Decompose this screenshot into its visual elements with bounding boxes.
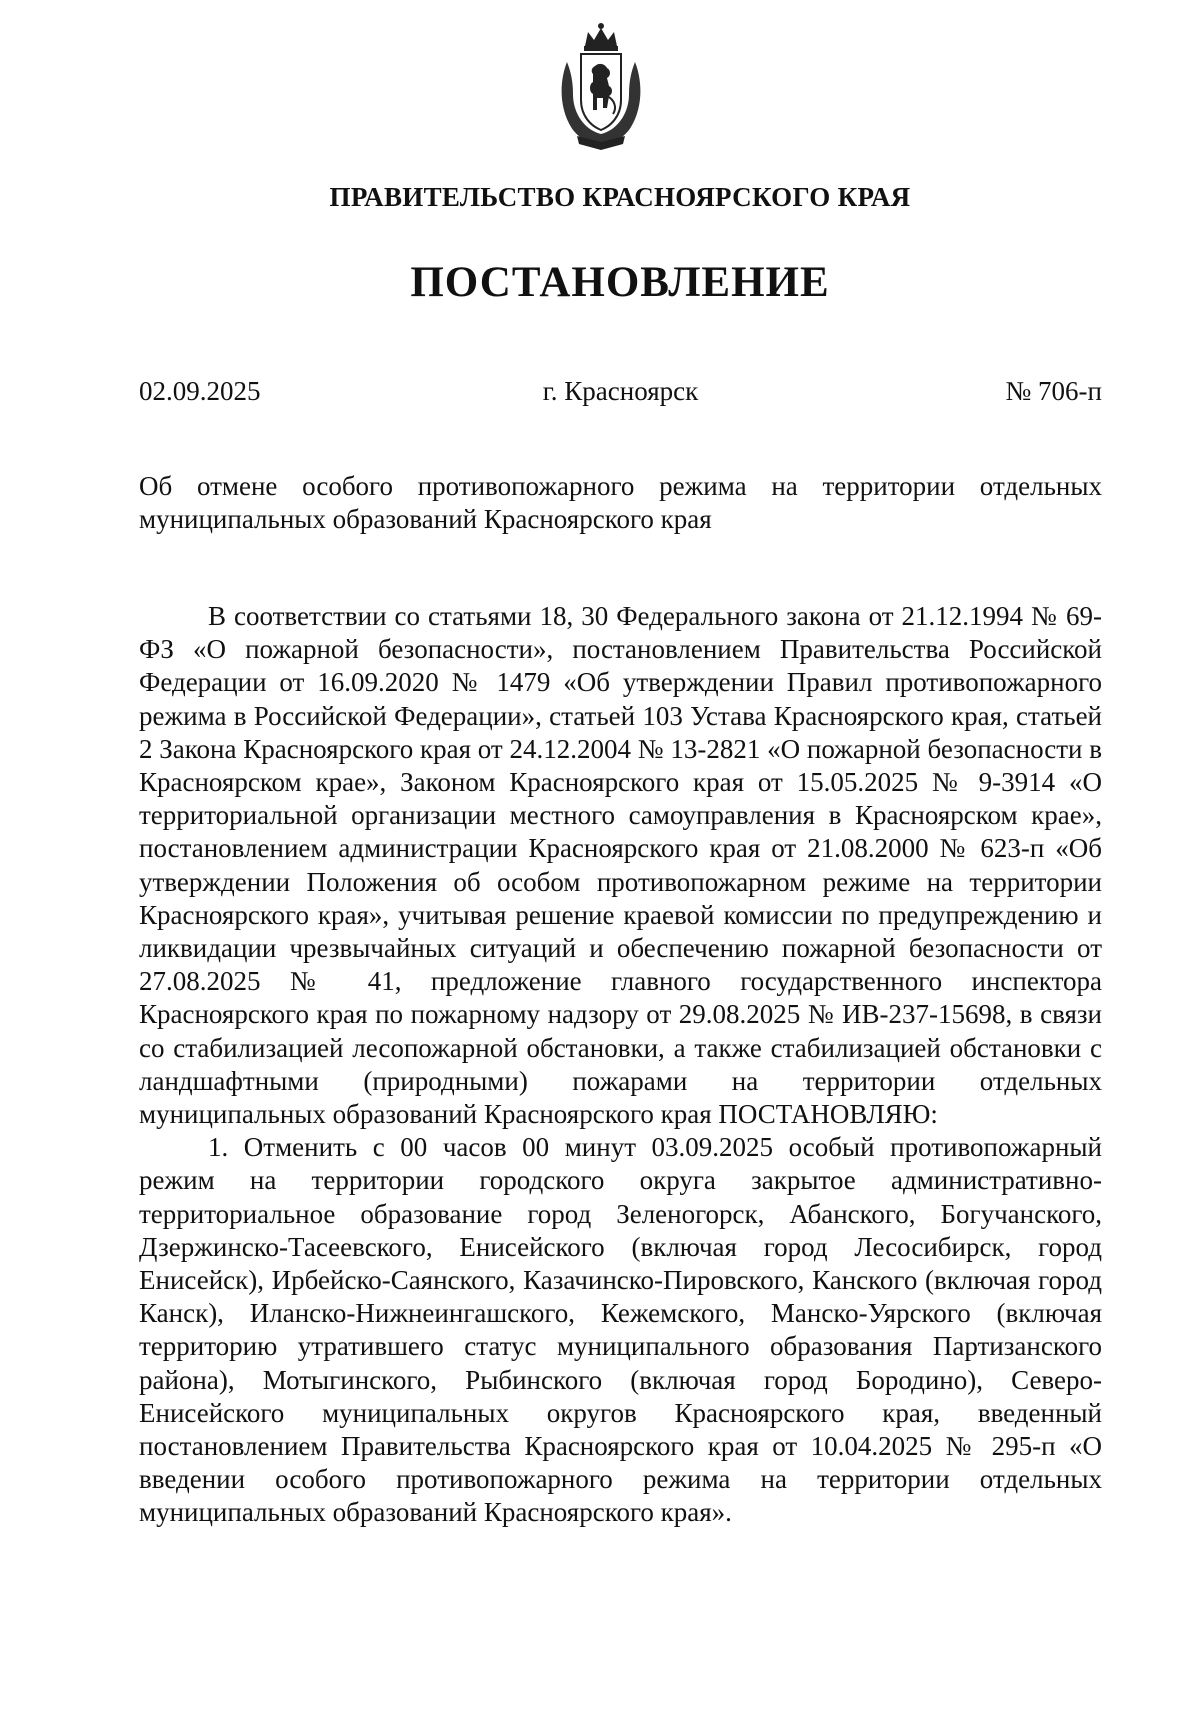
document-number: № 706-п <box>1005 376 1102 406</box>
document-city: г. Красноярск <box>542 376 699 406</box>
document-subject: Об отмене особого противопожарного режима на территории отдельных муниципальных образований Красноярского края <box>139 471 1102 534</box>
document-body <box>139 600 1102 1530</box>
preamble-paragraph: В соответствии со статьями 18, 30 Федерального закона от 21.12.1994 № 69-ФЗ «О пожарной безопасности», постановлением Правительства Российской Федерации от 16.09.2020 № 1479 «Об утверждении Правил противопожарного режима в Российской Федерации», статьей 103 Устава Красноярского края, статьей 2 Закона Красноярского края от 24.12.2004 № 13-2821 «О пожарной безопасности в Красноярском крае», Законом Красноярского края от 15.05.2025 № 9-3914 «О территориальной организации местного самоуправления в Красноярском крае», постановлением администрации Красноярского края от 21.08.2000 № 623-п «Об утверждении Положения об особом противопожарном режиме на территории Красноярского края», учитывая решение краевой комиссии по предупреждению и ликвидации чрезвычайных ситуаций и обеспечению пожарной безопасности от 27.08.2025 № 41, предложение главного государственного инспектора Красноярского края по пожарному надзору от 29.08.2025 № ИВ-237-15698, в связи со стабилизацией лесопожарной обстановки, а также стабилизацией обстановки с ландшафтными (природными) пожарами на территории отдельных муниципальных образований Красноярского края ПОСТАНОВЛЯЮ: <box>139 601 1102 1130</box>
document-type-title: ПОСТАНОВЛЕНИЕ <box>410 259 830 306</box>
document-meta <box>139 376 1102 412</box>
resolution-item-1: 1. Отменить с 00 часов 00 минут 03.09.2025 особый противопожарный режим на территории городского округа закрытое административно-территориальное образование город Зеленогорск, Абанского, Богучанского, Дзержинско-Тасеевского, Енисейского (включая город Лесосибирск, город Енисейск), Ирбейско-Саянского, Казачинско-Пировского, Канского (включая город Канск), Иланско-Нижнеингашского, Кежемского, Манско-Уярского (включая территорию утратившего статус муниципального образования Партизанского района), Мотыгинского, Рыбинского (включая город Бородино), Северо-Енисейского муниципальных округов Красноярского края, введенный постановлением Правительства Красноярского края от 10.04.2025 № 295-п «О введении особого противопожарного режима на территории отдельных муниципальных образований Красноярского края». <box>139 1132 1102 1528</box>
organization-title: ПРАВИТЕЛЬСТВО КРАСНОЯРСКОГО КРАЯ <box>329 182 911 212</box>
document-date: 02.09.2025 <box>139 376 261 406</box>
krasnoyarsk-coat-of-arms-icon <box>555 22 647 152</box>
